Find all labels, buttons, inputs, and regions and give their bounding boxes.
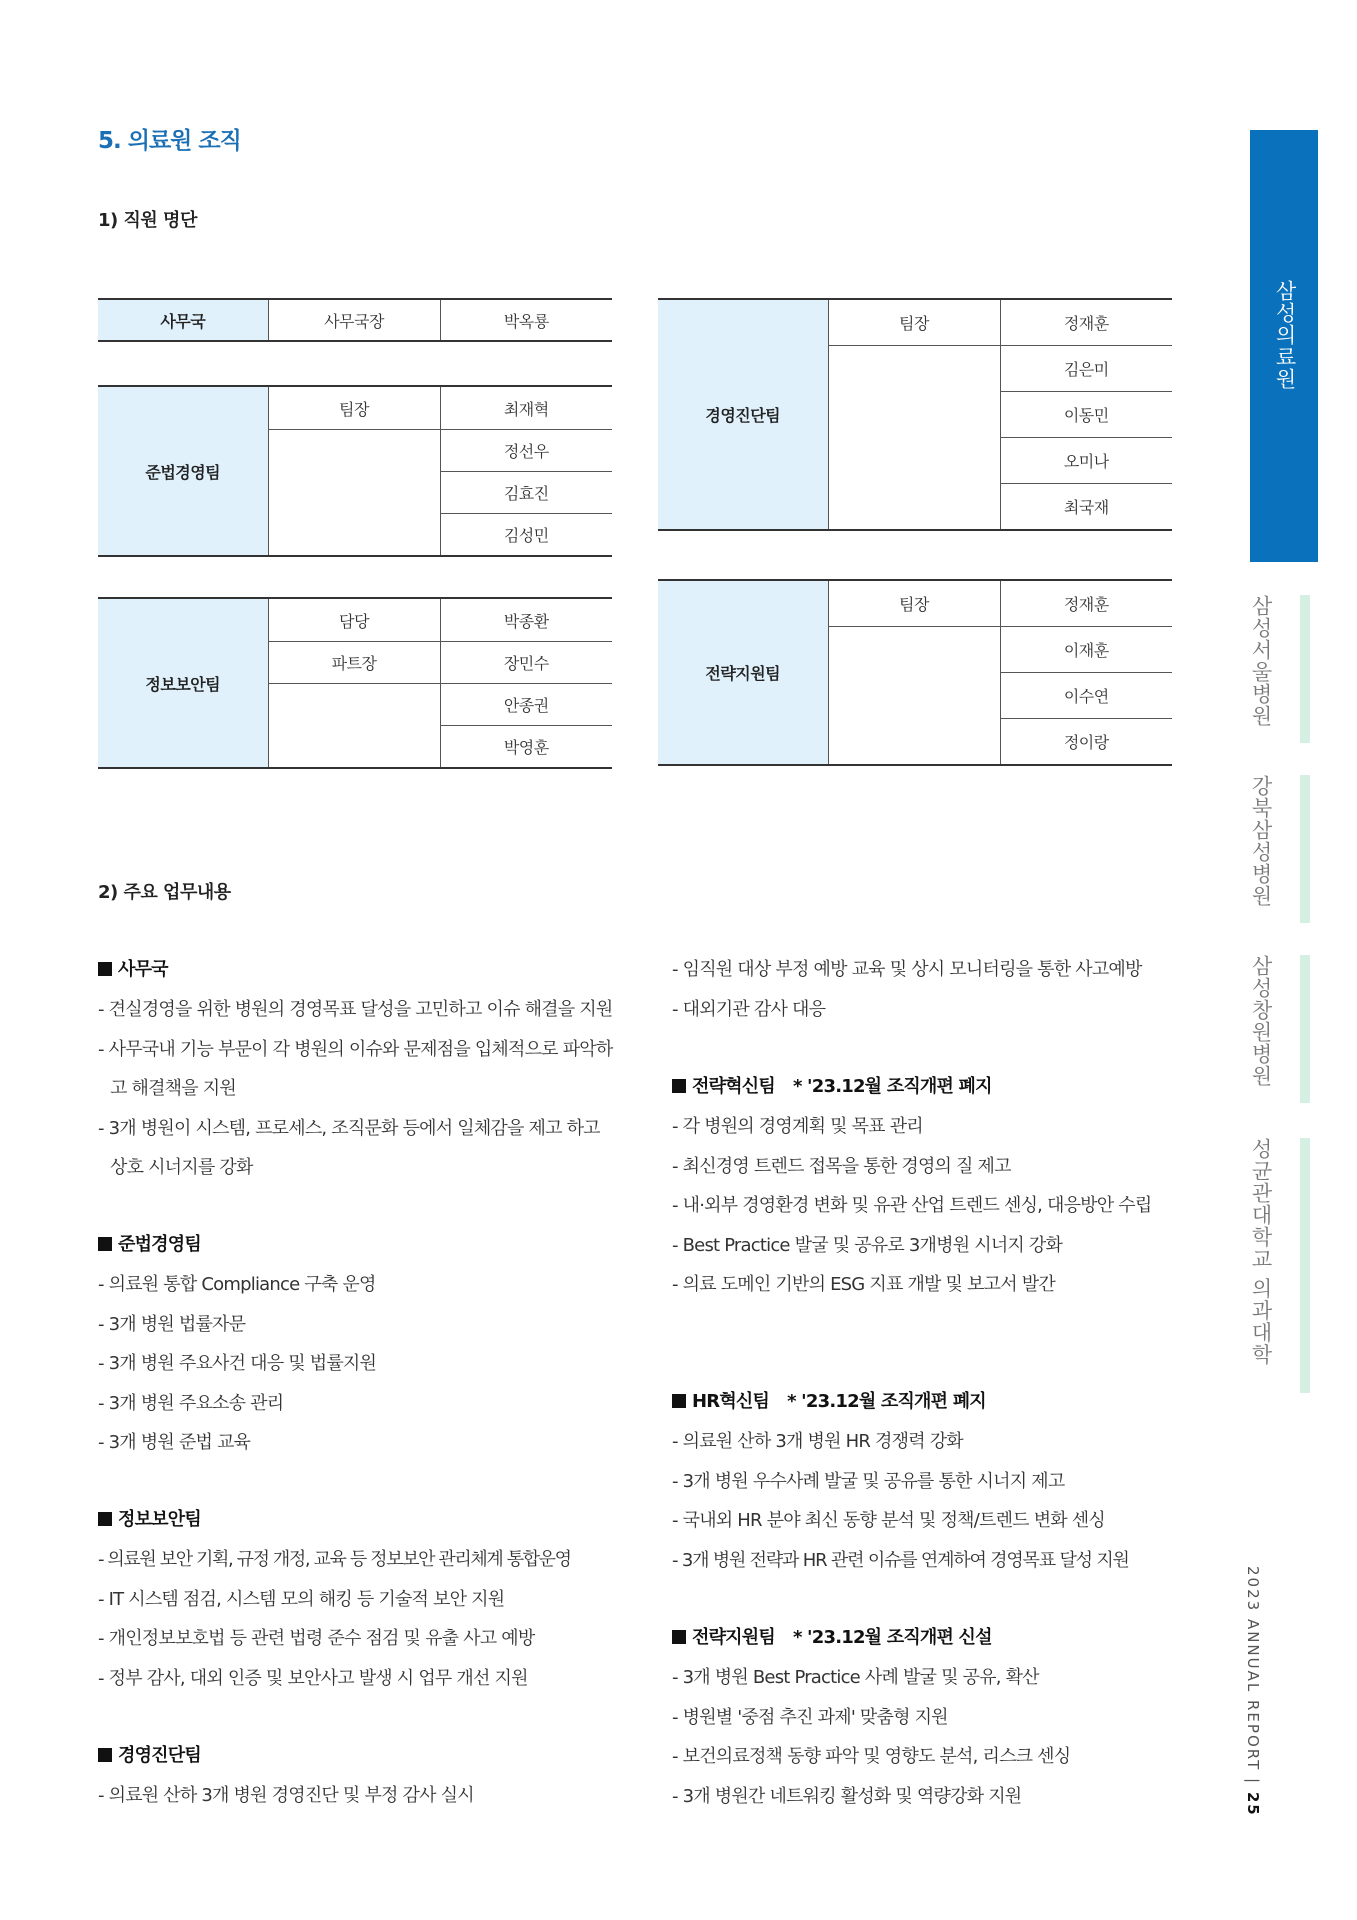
report-label: 2023 ANNUAL REPORT |: [1244, 1566, 1262, 1786]
duties-diagnosis-cont: [672, 950, 1192, 1029]
duty-item: - 의료원 통합 Compliance 구축 운영: [98, 1274, 376, 1295]
staff-table-samuguk: [98, 298, 612, 342]
dept-note: * '23.12월 조직개편 폐지: [787, 1391, 986, 1412]
staff-role-empty: [268, 430, 440, 557]
duties-title: 2) 주요 업무내용: [98, 882, 231, 903]
duty-item: - 각 병원의 경영계획 및 목표 관리: [672, 1116, 923, 1137]
dept-heading: [98, 1736, 618, 1776]
team-name: 정보보안팀: [98, 598, 268, 768]
dept-title: 정보보안팀: [118, 1509, 201, 1530]
dept-title: HR혁신팀: [692, 1391, 770, 1412]
duty-item: - 3개 병원 전략과 HR 관련 이슈를 연계하여 경영목표 달성 지원: [672, 1549, 1129, 1571]
duty-item: - 3개 병원 주요소송 관리: [98, 1392, 284, 1414]
duty-item: - 3개 병원 준법 교육: [98, 1432, 251, 1453]
staff-name: 장민수: [440, 642, 612, 684]
staff-table-security: [98, 597, 612, 769]
square-bullet-icon: [98, 962, 112, 976]
duties-compliance: [98, 1225, 618, 1463]
duty-item: - 내·외부 경영환경 변화 및 유관 산업 트렌드 센싱, 대응방안 수립: [672, 1195, 1152, 1216]
duties-samuguk: [98, 950, 618, 1188]
page-number: 25: [1244, 1791, 1262, 1817]
duty-item: - 최신경영 트렌드 접목을 통한 경영의 질 제고: [672, 1155, 1011, 1177]
duty-item: - 임직원 대상 부정 예방 교육 및 상시 모니터링을 통한 사고예방: [672, 959, 1142, 980]
staff-role-empty: [828, 346, 1000, 531]
side-tab-active-label: 삼성의료원: [1273, 280, 1297, 390]
staff-name: 최국재: [1000, 484, 1172, 531]
staff-name: 오미나: [1000, 438, 1172, 484]
dept-heading: [672, 1618, 1192, 1658]
team-name: 경영진단팀: [658, 299, 828, 530]
duty-item: - Best Practice 발굴 및 공유로 3개병원 시너지 강화: [672, 1234, 1063, 1256]
square-bullet-icon: [672, 1394, 686, 1408]
staff-role: 담당: [268, 598, 440, 642]
duty-item: - 3개 병원간 네트워킹 활성화 및 역량강화 지원: [672, 1785, 1022, 1807]
dept-title: 준법경영팀: [118, 1234, 201, 1255]
square-bullet-icon: [672, 1630, 686, 1644]
side-tab-strip: [1300, 775, 1310, 923]
staff-name: 박종환: [440, 598, 612, 642]
square-bullet-icon: [98, 1512, 112, 1526]
duty-item: - 의료 도메인 기반의 ESG 지표 개발 및 보고서 발간: [672, 1274, 1055, 1295]
team-name: 사무국: [98, 299, 268, 341]
duty-item: - 개인정보보호법 등 관련 법령 준수 점검 및 유출 사고 예방: [98, 1628, 535, 1649]
dept-title: 전략지원팀: [692, 1627, 775, 1648]
dept-heading: [98, 1500, 618, 1540]
staff-name: 이재훈: [1000, 627, 1172, 673]
dept-note: * '23.12월 조직개편 폐지: [792, 1076, 992, 1097]
staff-name: 이동민: [1000, 392, 1172, 438]
duty-item: - 정부 감사, 대외 인증 및 보안사고 발생 시 업무 개선 지원: [98, 1667, 528, 1689]
staff-role-empty: [268, 684, 440, 769]
duty-item: - 대외기관 감사 대응: [672, 998, 826, 1020]
staff-name: 정재훈: [1000, 580, 1172, 627]
staff-name: 김은미: [1000, 346, 1172, 392]
duty-item: - 의료원 산하 3개 병원 경영진단 및 부정 감사 실시: [98, 1785, 474, 1806]
team-name: 준법경영팀: [98, 386, 268, 556]
duty-item: - 보건의료정책 동향 파악 및 영향도 분석, 리스크 센싱: [672, 1746, 1071, 1767]
staff-name: 박옥룡: [440, 299, 612, 341]
square-bullet-icon: [98, 1748, 112, 1762]
duty-item: - 3개 병원 우수사례 발굴 및 공유를 통한 시너지 제고: [672, 1470, 1065, 1492]
staff-name: 최재혁: [440, 386, 612, 430]
dept-heading: [98, 1225, 618, 1265]
staff-name: 이수연: [1000, 673, 1172, 719]
duty-item: - 사무국내 기능 부문이 각 병원의 이슈와 문제점을 입체적으로 파악하고 해결책을 지원: [98, 1038, 613, 1099]
staff-role: 파트장: [268, 642, 440, 684]
duties-diagnosis: [98, 1736, 618, 1816]
staff-role: 사무국장: [268, 299, 440, 341]
duty-item: - 의료원 산하 3개 병원 HR 경쟁력 강화: [672, 1431, 963, 1452]
dept-note: * '23.12월 조직개편 신설: [792, 1627, 992, 1648]
duty-item: - 국내외 HR 분야 최신 동향 분석 및 정책/트렌드 변화 센싱: [672, 1510, 1105, 1531]
side-tab-strip: [1300, 955, 1310, 1103]
duty-item: - IT 시스템 점검, 시스템 모의 해킹 등 기술적 보안 지원: [98, 1588, 505, 1610]
staff-role-empty: [828, 627, 1000, 766]
duties-strategy-innovation: [672, 1067, 1192, 1305]
staff-name: 정재훈: [1000, 299, 1172, 346]
duty-item: - 의료원 보안 기획, 규정 개정, 교육 등 정보보안 관리체계 통합운영: [98, 1549, 571, 1570]
staff-table-diagnosis: [658, 298, 1172, 531]
duty-item: - 3개 병원이 시스템, 프로세스, 조직문화 등에서 일체감을 제고 하고 상호 시너지를 강화: [98, 1117, 600, 1178]
staff-list-title: 1) 직원 명단: [98, 210, 197, 231]
staff-table-compliance: [98, 385, 612, 557]
staff-role: 팀장: [828, 580, 1000, 627]
dept-heading: [98, 950, 618, 990]
staff-name: 정선우: [440, 430, 612, 472]
duty-item: - 3개 병원 주요사건 대응 및 법률지원: [98, 1353, 377, 1374]
square-bullet-icon: [98, 1237, 112, 1251]
staff-name: 김성민: [440, 514, 612, 557]
staff-name: 박영훈: [440, 726, 612, 769]
duties-hr: [672, 1382, 1192, 1580]
duties-strategy-support: [672, 1618, 1192, 1816]
side-tab-strip: [1300, 1138, 1310, 1393]
side-tab-label[interactable]: 강북삼성병원: [1249, 775, 1273, 907]
dept-title: 사무국: [118, 959, 168, 980]
duty-item: - 3개 병원 Best Practice 사례 발굴 및 공유, 확산: [672, 1667, 1039, 1688]
staff-role: 팀장: [828, 299, 1000, 346]
section-title: 5. 의료원 조직: [98, 128, 241, 154]
dept-title: 전략혁신팀: [692, 1076, 775, 1097]
staff-table-strategy: [658, 579, 1172, 766]
staff-role: 팀장: [268, 386, 440, 430]
staff-name: 김효진: [440, 472, 612, 514]
side-tab-label[interactable]: 삼성서울병원: [1249, 595, 1273, 727]
duty-item: - 견실경영을 위한 병원의 경영목표 달성을 고민하고 이슈 해결을 지원: [98, 999, 613, 1020]
report-footer: [1244, 1566, 1262, 1817]
side-tab-label[interactable]: 성균관대학교 의과대학: [1249, 1138, 1273, 1366]
side-tab-label[interactable]: 삼성창원병원: [1249, 955, 1273, 1087]
dept-heading: [672, 1382, 1192, 1422]
team-name: 전략지원팀: [658, 580, 828, 765]
side-tab-strip: [1300, 595, 1310, 743]
dept-title: 경영진단팀: [118, 1745, 201, 1766]
duty-item: - 3개 병원 법률자문: [98, 1313, 246, 1335]
staff-name: 정이랑: [1000, 719, 1172, 766]
staff-name: 안종권: [440, 684, 612, 726]
dept-heading: [672, 1067, 1192, 1107]
square-bullet-icon: [672, 1079, 686, 1093]
duty-item: - 병원별 '중점 추진 과제' 맞춤형 지원: [672, 1706, 948, 1728]
duties-security: [98, 1500, 618, 1698]
